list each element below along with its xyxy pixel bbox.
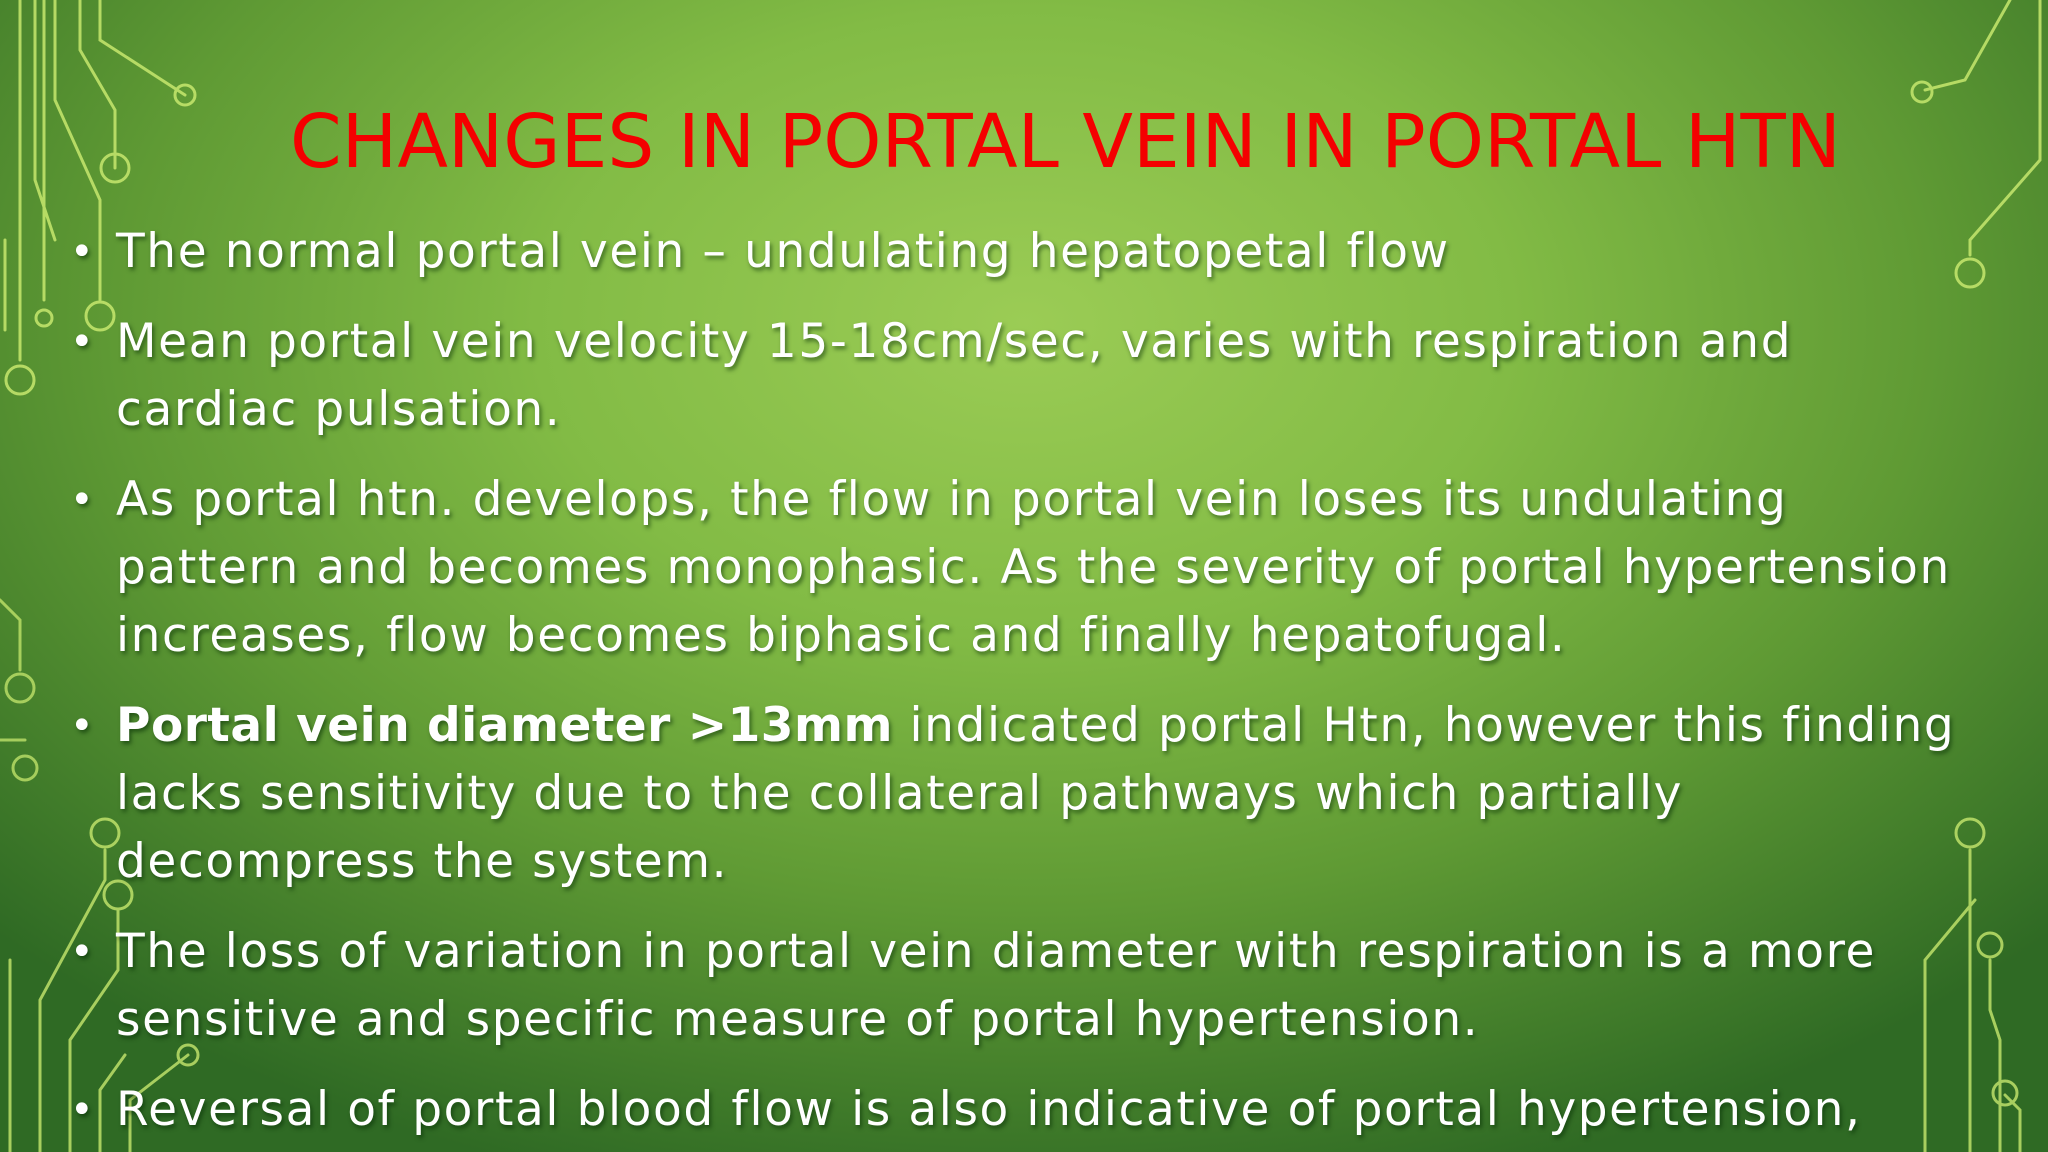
circuit-left-middle <box>0 600 37 780</box>
bullet-dot-icon: • <box>70 1087 96 1133</box>
bullet-text: The normal portal vein – undulating hepatopetal flow <box>116 224 1450 279</box>
bullet-item <box>64 1076 1964 1144</box>
bullet-bold-text: Portal vein diameter >13mm <box>116 698 893 753</box>
bullet-dot-icon: • <box>70 477 96 523</box>
bullet-list <box>64 218 1964 1152</box>
bullet-item <box>64 308 1964 444</box>
bullet-dot-icon: • <box>70 703 96 749</box>
bullet-text: Mean portal vein velocity 15-18cm/sec, varies with respiration and cardiac pulsation. <box>116 314 1793 437</box>
bullet-dot-icon: • <box>70 319 96 365</box>
bullet-dot-icon: • <box>70 929 96 975</box>
bullet-text: The loss of variation in portal vein diameter with respiration is a more sensitive and specific measure of portal hypertension. <box>116 924 1877 1047</box>
bullet-item <box>64 918 1964 1054</box>
bullet-item <box>64 692 1964 896</box>
bullet-text: As portal htn. develops, the flow in portal vein loses its undulating pattern and becomes monophasic. As the severity of portal hypertension increases, flow becomes biphasic and finally hepatofugal. <box>116 472 1951 663</box>
bullet-text: indicated portal Htn, however this finding lacks sensitivity due to the collateral pathways which partially decompress the system. <box>116 698 1956 889</box>
bullet-item <box>64 218 1964 286</box>
bullet-dot-icon: • <box>70 229 96 275</box>
bullet-item <box>64 466 1964 670</box>
slide-title: CHANGES IN PORTAL VEIN IN PORTAL HTN <box>290 99 1842 185</box>
bullet-text: Reversal of portal blood flow is also indicative of portal hypertension, <box>116 1082 1862 1137</box>
